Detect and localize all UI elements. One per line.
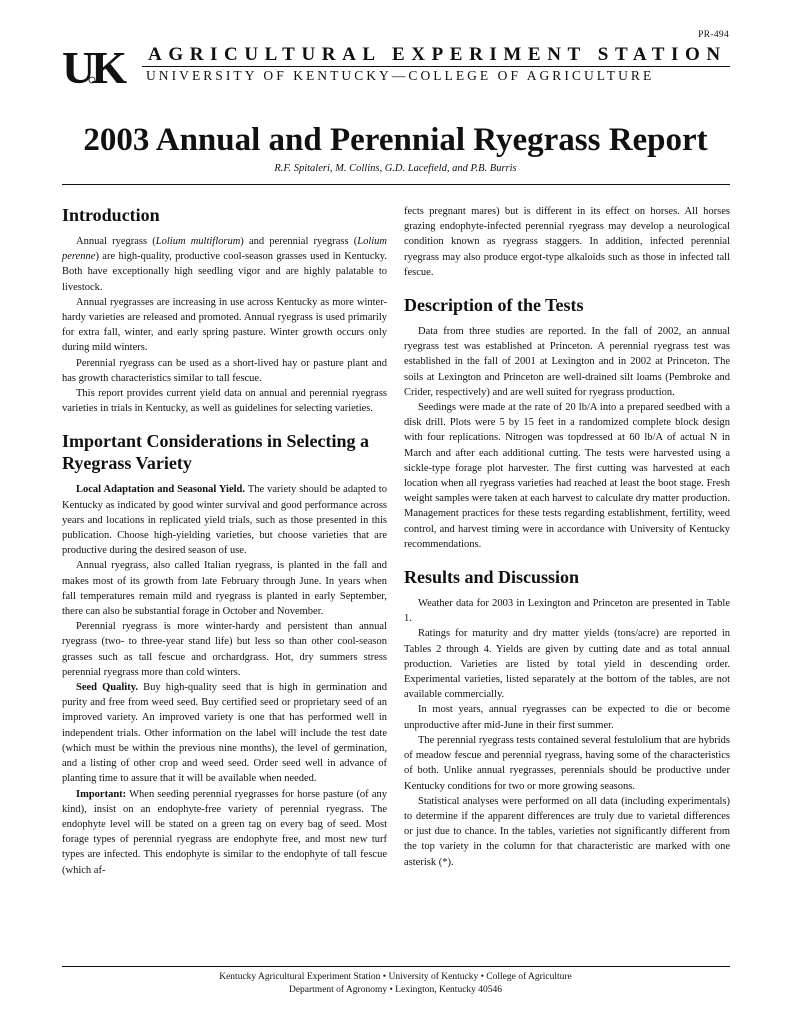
continued-paragraph: fects pregnant mares) but is different in its effect on horses. All horses grazing endophyte-infected perennial ryegrass may develop a neurological condition known as ryegrass staggers. In addition, infected perennial ryegrass may also produce ergot-type alkaloids such as those in infected tall fescue. xyxy=(404,206,730,278)
results-paragraph-3: In most years, annual ryegrasses can be expected to die or become unproductive after mid-June in their first summer. xyxy=(404,704,730,731)
footer-divider xyxy=(62,966,730,967)
intro-paragraph-3: Perennial ryegrass can be used as a short-lived hay or pasture plant and has growth characteristics similar to tall fescue. xyxy=(62,357,387,384)
results-paragraph-4: The perennial ryegrass tests contained several festulolium that are hybrids of meadow fescue and perennial ryegrass, having some of the characteristics of both. Unlike annual ryegrasses, perennials should be productive under Kentucky conditions for two or more growing seasons. xyxy=(404,734,730,792)
considerations-paragraph-4: Seed Quality. Buy high-quality seed that is high in germination and purity and free from weed seed. Buy certified seed or proprietary seed of an improved variety. An improved variety is one that has performed well in independent trials. Other information on the label will include the test date (which must be within the previous nine months), the level of germination, and a listing of other crop and weed seed. Order seed well in advance of planting time to assure that it will be available when needed. xyxy=(62,682,387,785)
masthead-divider xyxy=(142,66,730,67)
publication-code: PR-494 xyxy=(698,30,729,40)
left-column xyxy=(62,204,387,878)
author-list: R.F. Spitaleri, M. Collins, G.D. Lacefield, and P.B. Burris xyxy=(274,163,517,174)
footer xyxy=(0,971,791,997)
section-heading-introduction: Introduction xyxy=(62,205,160,225)
intro-paragraph-4: This report provides current yield data on annual and perennial ryegrass varieties in trials in Kentucky, as well as guidelines for selecting varieties. xyxy=(62,388,387,415)
results-paragraph-1: Weather data for 2003 in Lexington and Princeton are presented in Table 1. xyxy=(404,598,730,625)
considerations-paragraph-5: Important: When seeding perennial ryegrasses for horse pasture (of any kind), insist on an endophyte-free variety of perennial ryegrass. The endophyte level will be stated on a green tag on every bag of seed. Most forage types of perennial ryegrass are endophyte free, and most new turf types are infected. This endophyte is similar to the endophyte of tall fescue (which af- xyxy=(62,788,387,876)
considerations-paragraph-1: Local Adaptation and Seasonal Yield. The variety should be adapted to Kentucky as indicated by good winter survival and good performance across years and locations in replicated yield trials, such as those presented in this publication. Choose high-yielding varieties, but choose varieties that are productive during the desired season of use. xyxy=(62,484,387,557)
run-in-heading: Local Adaptation and Seasonal Yield. xyxy=(76,484,246,496)
intro-paragraph-2: Annual ryegrasses are increasing in use across Kentucky as more winter-hardy varieties are released and promoted. Annual ryegrass is used primarily for extra fall, winter, and early spring pasture. Winter growth occurs only during mild winters. xyxy=(62,296,387,354)
tests-paragraph-1: Data from three studies are reported. In the fall of 2002, an annual ryegrass test was established at Princeton. A perennial ryegrass test was established in the fall of 2001 at Lexington and in 2002 at Princeton. The soils at Lexington and Princeton are well-drained silt loams (Pembroke and Crider, respectively) and are well suited for ryegrass production. xyxy=(404,326,730,398)
section-heading-results: Results and Discussion xyxy=(404,567,580,588)
run-in-heading: Seed Quality. xyxy=(76,682,138,694)
section-heading-tests: Description of the Tests xyxy=(404,295,584,316)
report-title: 2003 Annual and Perennial Ryegrass Report xyxy=(83,122,708,158)
considerations-paragraph-2: Annual ryegrass, also called Italian ryegrass, is planted in the fall and makes most of its growth from late February through June. In years when fall temperatures remain mild and ryegrass is planted in early September, there can also be substantial forage in October and November. xyxy=(62,560,387,618)
results-paragraph-5: Statistical analyses were performed on all data (including experimentals) to determine if the apparent differences are truly due to varietal differences or just due to chance. In the tables, varieties not significantly different from the top variety in the column for that characteristic are marked with one asterisk (*). xyxy=(404,795,730,868)
title-divider xyxy=(62,184,730,185)
masthead xyxy=(62,44,730,88)
results-paragraph-2: Ratings for maturity and dry matter yields (tons/acre) are reported in Tables 2 through 4. Yields are given by cutting date and as total annual production. Varieties are listed by total yield in descending order. Experimental varieties, listed separately at the bottom of the tables, are not available commercially. xyxy=(404,628,730,701)
considerations-paragraph-3: Perennial ryegrass is more winter-hardy and persistent than annual ryegrass (two- to three-year stand life) but less so than other cool-season grasses such as tall fescue and orchardgrass. Hot, dry summers stress perennial ryegrass more than cold winters. xyxy=(62,621,387,678)
species-name: Lolium multiflorum xyxy=(155,236,241,247)
run-in-heading: Important: xyxy=(76,788,127,800)
footer-line-2: Department of Agronomy • Lexington, Kentucky 40546 xyxy=(288,985,503,995)
intro-paragraph-1: Annual ryegrass (Lolium multiflorum) and perennial ryegrass (Lolium perenne) are high-quality, productive cool-season grasses used in Kentucky. Both have exceptionally high seedling vigor and are highly palatable to livestock. xyxy=(62,236,387,293)
svg-text:UK: UK xyxy=(62,46,123,86)
station-title: AGRICULTURAL EXPERIMENT STATION xyxy=(148,44,727,65)
right-column xyxy=(404,204,730,870)
section-heading-considerations: Important Considerations in Selecting a Ryegrass Variety xyxy=(62,431,370,474)
uk-logo xyxy=(62,46,134,86)
footer-line-1: Kentucky Agricultural Experiment Station • University of Kentucky • College of Agriculture xyxy=(219,972,572,982)
station-subtitle: UNIVERSITY OF KENTUCKY—COLLEGE OF AGRICULTURE xyxy=(146,68,655,83)
species-name: Lolium perenne xyxy=(62,236,387,263)
tests-paragraph-2: Seedings were made at the rate of 20 lb/A into a prepared seedbed with a disk drill. Plots were 5 by 15 feet in a randomized complete block design with four replications. Nitrogen was topdressed at 60 lb/A of actual N in March and after each additional cutting. The tests were harvested using a sickle-type forage plot harvester. The first cutting was harvested at each location when all ryegrass varieties had reached at least the boot stage. Fresh weight samples were taken at each harvest to calculate dry matter production. Management practices for these tests regarding establishment, fertility, weed control, and harvest timing were in accordance with University of Kentucky recommendations. xyxy=(404,402,730,550)
